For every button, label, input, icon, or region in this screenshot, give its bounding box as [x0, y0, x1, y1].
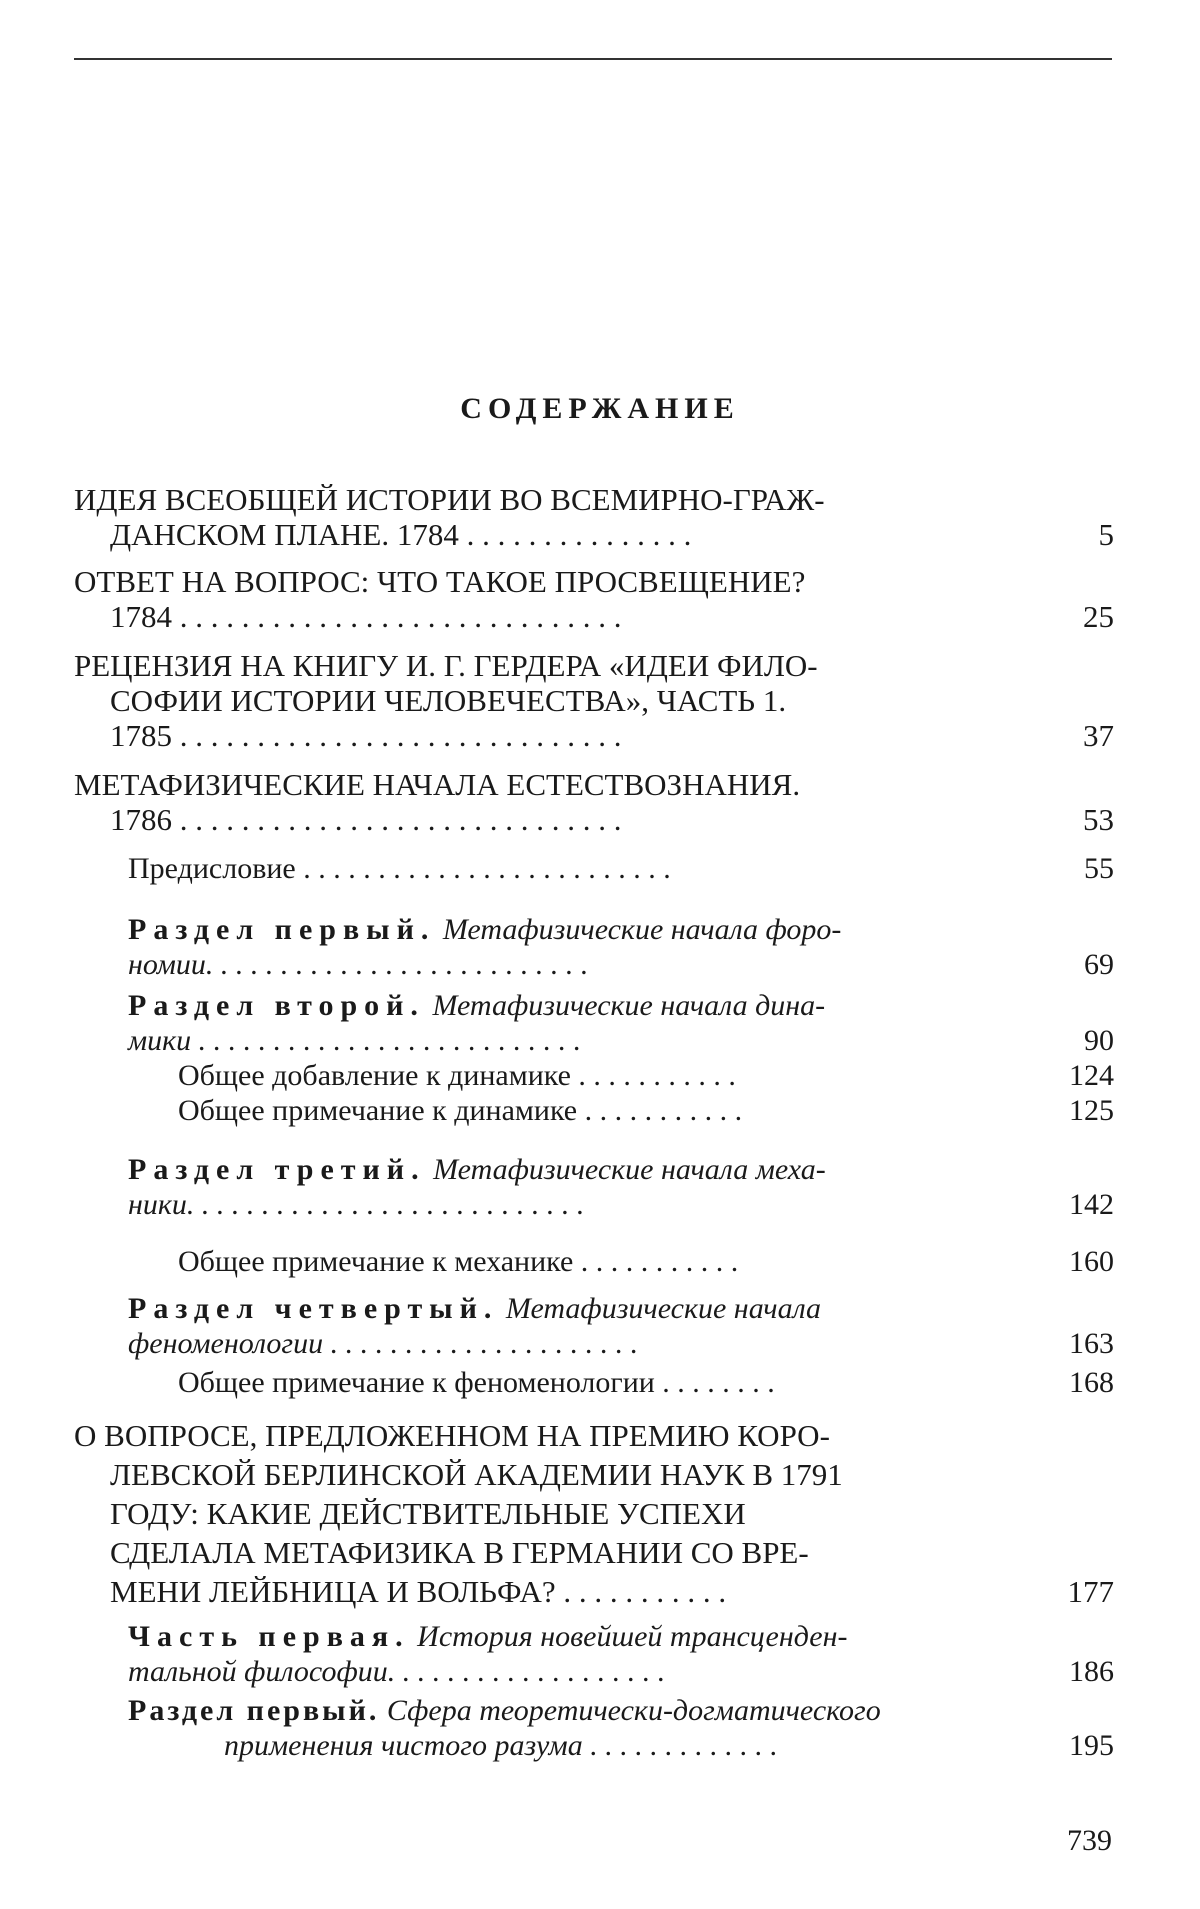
- page-title: СОДЕРЖАНИЕ: [460, 392, 740, 425]
- toc-entry[interactable]: [74, 912, 1114, 982]
- page-ref: 124: [1069, 1059, 1114, 1092]
- entry-line: РЕЦЕНЗИЯ НА КНИГУ И. Г. ГЕРДЕРА «ИДЕИ ФИЛО-: [74, 648, 818, 683]
- page-ref: 186: [1069, 1655, 1114, 1688]
- entry-line: применения чистого разума . . . . . . . . . . . . .: [224, 1729, 778, 1762]
- section-label: Раздел первый.: [128, 1694, 380, 1727]
- section-title: Сфера теоретически-догматического: [386, 1694, 881, 1727]
- toc-entry[interactable]: [74, 1365, 1114, 1400]
- page-ref: 142: [1069, 1188, 1114, 1221]
- entry-line: феноменологии . . . . . . . . . . . . . . . . . . . . .: [128, 1327, 639, 1360]
- header-rule: [74, 58, 1112, 60]
- toc-entry[interactable]: [74, 1152, 1114, 1222]
- toc-entry[interactable]: [74, 767, 1114, 837]
- section-label: Раздел четвертый.: [128, 1292, 499, 1325]
- toc-entry[interactable]: [74, 648, 1114, 753]
- page-ref: 5: [1098, 517, 1114, 552]
- toc-entry[interactable]: [74, 1244, 1114, 1279]
- section-title: История новейшей трансценден-: [417, 1620, 848, 1653]
- entry-line: ГОДУ: КАКИЕ ДЕЙСТВИТЕЛЬНЫЕ УСПЕХИ: [110, 1496, 746, 1531]
- section-title: Метафизические начала форо-: [442, 913, 842, 946]
- entry-line: 1785 . . . . . . . . . . . . . . . . . . . . . . . . . . . . .: [110, 718, 622, 753]
- page-ref: 125: [1069, 1094, 1114, 1127]
- page-ref: 177: [1067, 1574, 1114, 1609]
- page-ref: 69: [1084, 948, 1114, 981]
- toc-entry[interactable]: [74, 482, 1114, 552]
- toc-entry[interactable]: [74, 851, 1114, 886]
- page-ref: 25: [1083, 599, 1114, 634]
- entry-line: ЛЕВСКОЙ БЕРЛИНСКОЙ АКАДЕМИИ НАУК В 1791: [110, 1457, 843, 1492]
- page-ref: 53: [1083, 802, 1114, 837]
- entry-line: [74, 1693, 1014, 1728]
- page-ref: 195: [1069, 1729, 1114, 1762]
- entry-line: СОФИИ ИСТОРИИ ЧЕЛОВЕЧЕСТВА», ЧАСТЬ 1.: [110, 683, 787, 718]
- toc-entry[interactable]: [74, 1291, 1114, 1361]
- entry-line: Общее добавление к динамике . . . . . . . . . . .: [178, 1059, 736, 1092]
- entry-line: МЕТАФИЗИЧЕСКИЕ НАЧАЛА ЕСТЕСТВОЗНАНИЯ.: [74, 767, 801, 802]
- entry-line: Общее примечание к динамике . . . . . . . . . . .: [178, 1094, 743, 1127]
- toc-entry[interactable]: [74, 1058, 1114, 1093]
- section-label: Раздел второй.: [128, 989, 425, 1022]
- entry-line: Общее примечание к феноменологии . . . . . . . .: [178, 1366, 775, 1399]
- page-ref: 55: [1084, 852, 1114, 885]
- section-label: Раздел первый.: [128, 913, 436, 946]
- entry-line: МЕНИ ЛЕЙБНИЦА И ВОЛЬФА? . . . . . . . . . . .: [110, 1574, 727, 1609]
- section-label: Часть первая.: [128, 1620, 410, 1653]
- entry-line: Общее примечание к механике . . . . . . . . . . .: [178, 1245, 739, 1278]
- entry-line: [74, 988, 1014, 1023]
- page-ref: 90: [1084, 1024, 1114, 1057]
- entry-line: мики . . . . . . . . . . . . . . . . . . . . . . . . . .: [128, 1024, 582, 1057]
- entry-line: Предисловие . . . . . . . . . . . . . . . . . . . . . . . . .: [128, 852, 671, 885]
- entry-line: [74, 1152, 1014, 1187]
- entry-line: 1786 . . . . . . . . . . . . . . . . . . . . . . . . . . . . .: [110, 802, 622, 837]
- toc-entry[interactable]: [74, 1093, 1114, 1128]
- toc-entry[interactable]: [74, 1619, 1114, 1689]
- toc-entry[interactable]: [74, 988, 1114, 1058]
- section-title: Метафизические начала меха-: [433, 1153, 826, 1186]
- entry-line: тальной философии. . . . . . . . . . . . . . . . . . .: [128, 1655, 666, 1688]
- page-ref: 160: [1069, 1245, 1114, 1278]
- entry-line: 1784 . . . . . . . . . . . . . . . . . . . . . . . . . . . . .: [110, 599, 622, 634]
- entry-line: [74, 1619, 1014, 1654]
- page-ref: 168: [1069, 1366, 1114, 1399]
- toc-entry[interactable]: [74, 1693, 1114, 1763]
- section-title: Метафизические начала дина-: [432, 989, 826, 1022]
- entry-line: ОТВЕТ НА ВОПРОС: ЧТО ТАКОЕ ПРОСВЕЩЕНИЕ?: [74, 564, 806, 599]
- entry-line: номии. . . . . . . . . . . . . . . . . . . . . . . . . .: [128, 948, 589, 981]
- entry-line: О ВОПРОСЕ, ПРЕДЛОЖЕННОМ НА ПРЕМИЮ КОРО-: [74, 1418, 830, 1453]
- toc-entry[interactable]: [74, 1416, 1114, 1611]
- section-label: Раздел третий.: [128, 1153, 426, 1186]
- page-number: 739: [1067, 1824, 1112, 1857]
- entry-line: ДАНСКОМ ПЛАНЕ. 1784 . . . . . . . . . . . . . . .: [110, 517, 692, 552]
- entry-line: ИДЕЯ ВСЕОБЩЕЙ ИСТОРИИ ВО ВСЕМИРНО-ГРАЖ-: [74, 482, 825, 517]
- entry-line: [74, 912, 1014, 947]
- page-ref: 37: [1083, 718, 1114, 753]
- section-title: Метафизические начала: [505, 1292, 822, 1325]
- entry-line: [74, 1291, 1014, 1326]
- entry-line: ники. . . . . . . . . . . . . . . . . . . . . . . . . . .: [128, 1188, 585, 1221]
- page-ref: 163: [1069, 1327, 1114, 1360]
- table-of-contents: [74, 460, 1114, 1763]
- toc-entry[interactable]: [74, 564, 1114, 634]
- entry-line: СДЕЛАЛА МЕТАФИЗИКА В ГЕРМАНИИ СО ВРЕ-: [110, 1535, 809, 1570]
